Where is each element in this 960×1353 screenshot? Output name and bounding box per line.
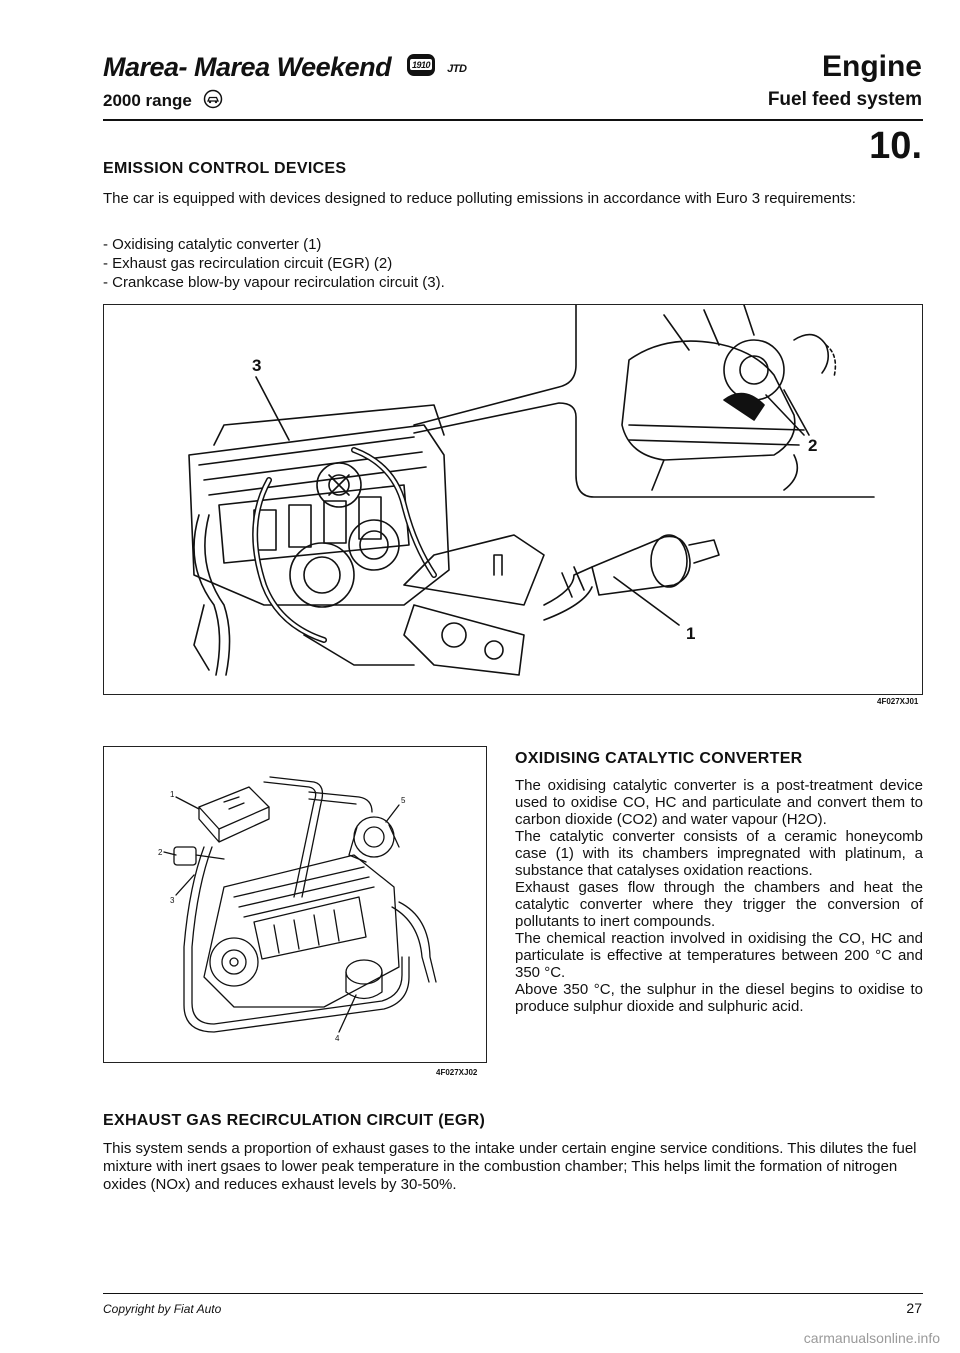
emission-heading: EMISSION CONTROL DEVICES	[103, 160, 347, 177]
callout-2: 2	[808, 436, 818, 455]
engine-badge-icon	[406, 52, 436, 85]
callout-1: 1	[686, 624, 696, 643]
oxidising-text	[515, 777, 923, 1015]
page-number: 27	[906, 1300, 922, 1316]
list-item: - Exhaust gas recirculation circuit (EGR) (2)	[103, 255, 393, 272]
section-subtitle: Fuel feed system	[767, 89, 922, 110]
footer-copyright: Copyright by Fiat Auto	[103, 1302, 222, 1316]
list-item: - Oxidising catalytic converter (1)	[103, 236, 322, 253]
paragraph: The chemical reaction involved in oxidising the CO, HC and particulate is effective at temperatures between 200 °C and 350 °C.	[515, 930, 923, 981]
subtitle-text: 2000 range	[103, 90, 192, 110]
callout-1: 1	[170, 790, 175, 799]
emission-intro: The car is equipped with devices designed to reduce polluting emissions in accordance with Euro 3 requirements:	[103, 190, 856, 207]
engine-illustration	[104, 305, 922, 694]
figure1-code: 4F027XJ01	[877, 697, 919, 706]
engine-badge-text: 1910	[412, 60, 431, 71]
title-text: Marea- Marea Weekend	[103, 52, 392, 82]
system-figure	[103, 746, 487, 1063]
paragraph: The oxidising catalytic converter is a post-treatment device used to oxidise CO, HC and particulate and convert them to carbon dioxide (CO2) and water vapour (H2O).	[515, 777, 923, 828]
document-title	[103, 52, 466, 85]
header-divider	[103, 119, 923, 121]
callout-4: 4	[335, 1034, 340, 1043]
catalyst-layout-illustration	[104, 747, 486, 1062]
section-title: Engine	[821, 50, 922, 83]
engine-suffix: JTD	[447, 62, 467, 75]
list-item: - Crankcase blow-by vapour recirculation circuit (3).	[103, 274, 445, 291]
paragraph: Exhaust gases flow through the chambers and heat the catalytic converter where they trigger the conversion of pollutants to inert compounds.	[515, 879, 923, 930]
footer-divider	[103, 1293, 923, 1294]
watermark: carmanualsonline.info	[803, 1330, 940, 1346]
figure2-code: 4F027XJ02	[436, 1068, 478, 1077]
paragraph: The catalytic converter consists of a ceramic honeycomb case (1) with its chambers impregnated with platinum, a substance that catalyses oxidation reactions.	[515, 828, 923, 879]
egr-heading: EXHAUST GAS RECIRCULATION CIRCUIT (EGR)	[103, 1112, 486, 1129]
engine-figure	[103, 304, 923, 695]
paragraph: Above 350 °C, the sulphur in the diesel begins to oxidise to produce sulphur dioxide and sulphuric acid.	[515, 981, 923, 1015]
oxidising-heading: OXIDISING CATALYTIC CONVERTER	[515, 750, 803, 767]
callout-3: 3	[170, 896, 175, 905]
callout-3: 3	[252, 356, 262, 375]
callout-2: 2	[158, 848, 163, 857]
car-range-icon	[203, 89, 223, 114]
section-number: 10.	[869, 125, 922, 167]
document-subtitle	[103, 89, 223, 114]
egr-paragraph: This system sends a proportion of exhaust gases to the intake under certain engine service conditions. This dilutes the fuel mixture with inert gsaes to lower peak temperature in the combustion chamber; This helps limit the formation of nitrogen oxides (NOx) and reduces exhaust levels by 30-50%.	[103, 1140, 917, 1193]
emission-list	[103, 235, 445, 292]
callout-5: 5	[401, 796, 406, 805]
